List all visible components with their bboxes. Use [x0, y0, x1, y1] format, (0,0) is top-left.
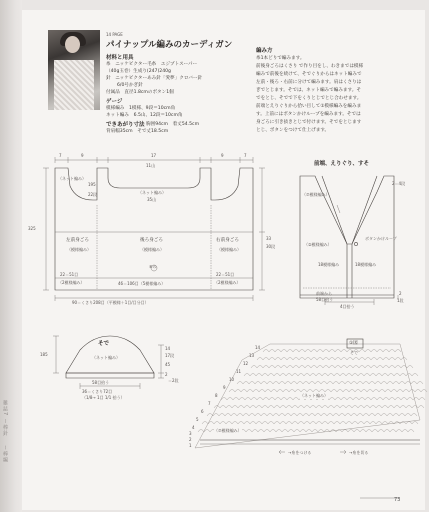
left-rows: 22＝51目	[60, 272, 79, 277]
method-line: でをとじ、そでで下をくりとじでとじ合わせます。	[256, 96, 362, 101]
center-count: 46＝106目（5模様編み）	[118, 281, 166, 286]
edging-4: 4目拾う	[340, 304, 355, 309]
bottom-count: 90＝くさり208目（平模様＋1目/目分目）	[72, 300, 149, 305]
page-number: 73	[394, 497, 401, 503]
page-label: 14 PAGE	[106, 32, 123, 37]
dim-label: 17	[151, 153, 157, 158]
method-line: す。上前にはボタンかけループを編みます。そでは	[256, 112, 361, 117]
edging-rows: 2＝4段	[392, 181, 406, 186]
method-heading: 編み方	[256, 48, 273, 54]
gauge-heading: ゲージ	[106, 99, 123, 105]
gutter-text: ー棒編	[2, 445, 8, 463]
sleeve-left-dim-label: 185	[40, 352, 48, 357]
thread-start-label: →糸をつける	[288, 450, 312, 455]
center-rows-label: 35山	[147, 197, 157, 202]
row-num: 3	[189, 431, 192, 436]
sleeve-right5: ＝2段	[168, 378, 179, 383]
row-num: 11	[236, 369, 242, 374]
chart-pattern-label: （⑦模様編み）	[214, 428, 242, 433]
size-line: 胸囲94cm 着丈54.5cm	[146, 122, 200, 127]
sleeve-right1: 14	[165, 346, 171, 351]
gauge-line: 模様編み 1模様、9段＝10cm角	[106, 106, 176, 111]
panel-center-title: 後ろ身ごろ	[140, 238, 163, 243]
net-label-left: （ネット編み）	[58, 176, 86, 181]
pattern-label: （模様編み）	[217, 247, 241, 252]
edging-btn: ボタンかけループ	[365, 236, 397, 241]
right-rows2: （2模様編み）	[214, 280, 241, 285]
left-rows2: （2模様編み）	[58, 280, 85, 285]
edging-heading: 前端、えりぐり、すそ	[314, 161, 370, 167]
edging-front: 前端から	[316, 291, 332, 296]
pattern-label: （模様編み）	[140, 247, 164, 252]
left-side-label: 195	[88, 182, 96, 187]
center-mark-label: ⑥の	[149, 264, 157, 269]
edging-bottom: 2	[399, 291, 402, 296]
chart-net-label: （ネット編み）	[300, 393, 328, 398]
sleeve-right3: 45	[165, 362, 171, 367]
sleeve-right-dim	[158, 345, 164, 378]
method-line: 左前・後ろ・右前に分けて編みます。肩はくさりは	[256, 80, 362, 85]
row-num: 12	[243, 361, 249, 366]
edging-bottom2: 1段	[397, 298, 404, 303]
size-line: 背肩幅35cm そで丈18.5cm	[106, 129, 169, 134]
chart-badge: ①図	[349, 341, 358, 346]
row-num: 6	[201, 409, 204, 414]
gutter-text: 雑誌7 ー棒針	[2, 400, 8, 437]
panel-right-title: 右前身ごろ	[216, 238, 239, 243]
article-title: パイナップル編みのカーディガン	[106, 40, 233, 50]
row-num: 8	[215, 393, 218, 398]
sleeve-left-dim	[53, 336, 59, 373]
right-rows: 22＝51目	[216, 272, 235, 277]
sleeve-heading: そで	[98, 341, 110, 347]
edging-pattern1: （⑦模様編み）	[302, 192, 330, 197]
right-rows-count: 30段	[266, 244, 276, 249]
method-line: 編みで前後を続けて、そでぐりからはネット編みで	[256, 72, 362, 77]
materials-line: （40g玉巻）生成り(247)240g	[106, 69, 171, 74]
chart-badge-sub: そで	[350, 350, 358, 355]
method-line: 糸1本どりで編みます。	[256, 56, 305, 61]
row-num: 5	[196, 417, 199, 422]
row-num: 9	[223, 385, 226, 390]
panel-left-title: 左前身ごろ	[66, 238, 89, 243]
row-num: 1	[189, 443, 192, 448]
end-arrow	[340, 450, 346, 454]
edging-pattern2: （②模様編み）	[304, 242, 332, 247]
materials-line: 針 ニッケビクターあみ針「愛夢」クロバー針	[106, 76, 203, 81]
materials-heading: 材料と用具	[106, 55, 134, 61]
row-num: 4	[192, 425, 195, 430]
pattern-label: （模様編み）	[67, 247, 91, 252]
dim-label: 9	[81, 153, 84, 158]
shoulder-label: 11山	[146, 163, 156, 168]
sleeve-right2: 17段	[165, 353, 175, 358]
edging-side1: 18模様編み	[318, 262, 340, 267]
method-line: 前後身ごろはくさり で作り目をし、わきまでは模様	[256, 64, 364, 69]
sleeve-right4: 2	[165, 372, 168, 377]
method-line: 身ごろに引き抜きとじで付けます。そでをとじます	[256, 120, 362, 125]
right-dim	[259, 168, 265, 290]
method-line: ぎでとじます。そでは、ネット編みで編みます。そ	[256, 88, 361, 93]
materials-line: 付属品 直径1.8cmのボタン1個	[106, 90, 174, 95]
row-num: 13	[249, 353, 255, 358]
row-num: 7	[208, 401, 211, 406]
row-num: 14	[255, 345, 261, 350]
sleeve-w1: 58目拾う	[92, 380, 110, 385]
row-num: 10	[229, 377, 235, 382]
thread-end-label: →糸を切る	[349, 450, 369, 455]
gauge-line: ネット編み 6.5山、12段＝10cm角	[106, 113, 183, 118]
method-line: 前端とえりぐりから拾い目して①模様編みを編みま	[256, 104, 362, 109]
row-num: 2	[189, 437, 192, 442]
dim-label: 7	[59, 153, 62, 158]
height-total: 325	[28, 226, 36, 231]
button-loop	[354, 242, 357, 245]
edging-side2: 18模様編み	[355, 262, 377, 267]
method-line: とじ、ボタンをつけて仕上げます。	[256, 128, 330, 133]
sleeve-cuff	[66, 373, 154, 378]
sleeve-w3: （1/8→ 1目 1/1 拾う）	[82, 395, 125, 400]
edging-front2: 58目拾う	[316, 297, 334, 302]
neck-label: （ネット編み）	[138, 190, 166, 195]
size-heading: できあがり寸法	[106, 122, 145, 128]
right-height: 33	[266, 236, 272, 241]
materials-line: 糸 ニッケビクター毛糸 エジプトスーパー	[106, 62, 198, 67]
materials-line: 6/0号かぎ針	[117, 83, 143, 88]
dim-label: 7	[244, 153, 247, 158]
side-rows-label: 22段	[88, 192, 98, 197]
sleeve-net: （ネット編み）	[92, 355, 120, 360]
dim-label: 9	[221, 153, 224, 158]
sleeve-w2: 36＝くさり72目	[82, 389, 113, 394]
start-arrow	[279, 450, 285, 454]
left-dim	[43, 168, 49, 290]
